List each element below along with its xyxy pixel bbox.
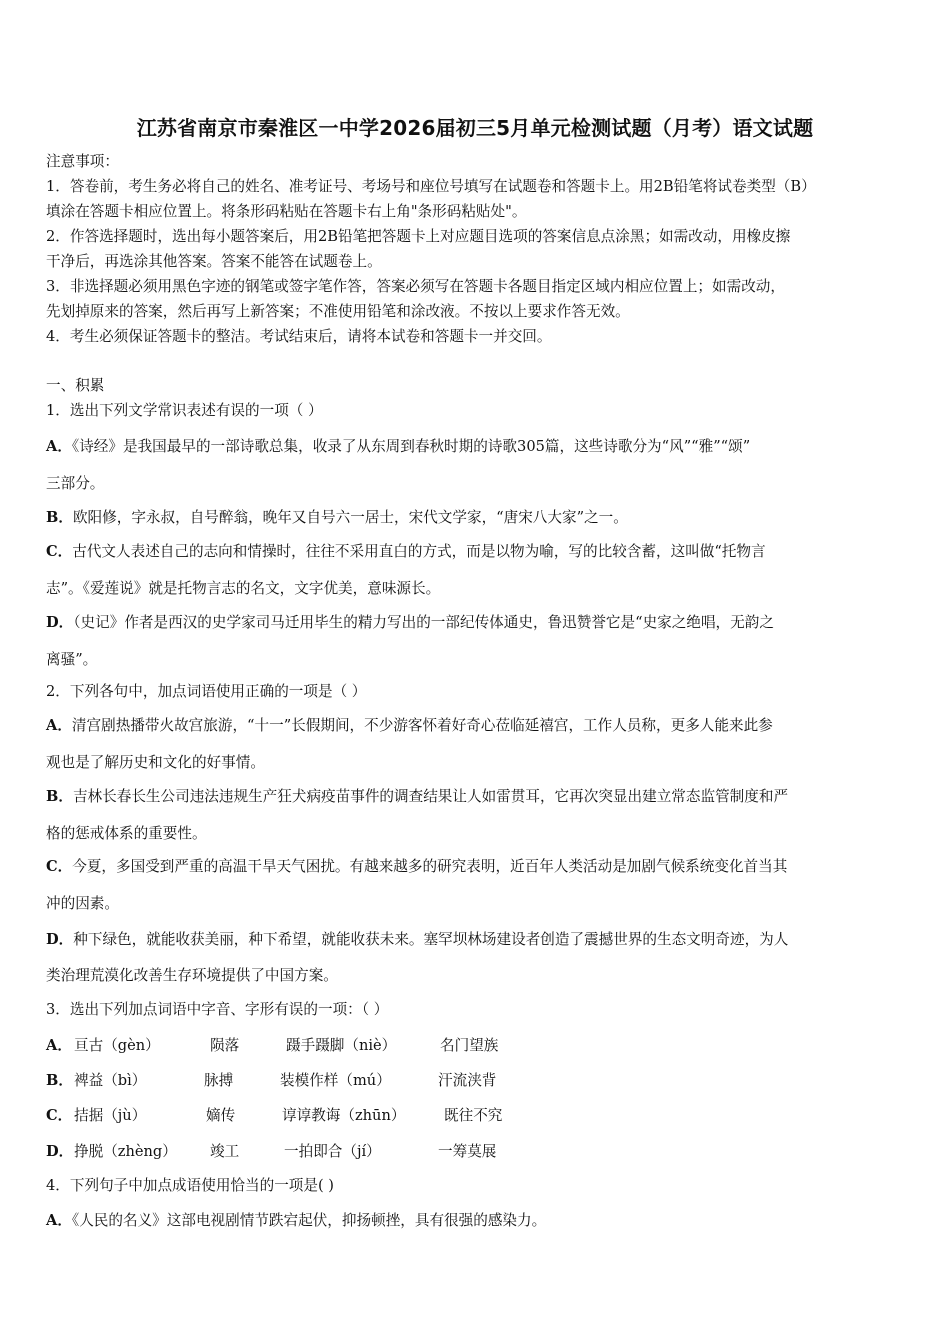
question-2-option-b [46,787,906,807]
word-cell: 挣脱（zhèng） [74,1143,177,1160]
option-continuation: 三部分。 [46,475,105,492]
option-continuation: 离骚”。 [46,651,98,668]
word-cell: 陨落 [210,1037,240,1054]
word-cell: 一筹莫展 [438,1143,497,1160]
option-label: C． [46,1107,73,1124]
option-label: D． [46,931,74,948]
page-title: 江苏省南京市秦淮区一中学2026届初三5月单元检测试题（月考）语文试题 [136,116,814,140]
option-text: （史记》作者是西汉的史学家司马迁用毕生的精力写出的一部纪传体通史，鲁迅赞誉它是“史家之绝唱，无韵之 [73,614,774,631]
notice-line: 先划掉原来的答案，然后再写上新答案；不准使用铅笔和涂改液。不按以上要求作答无效。 [46,303,630,320]
word-cell: 汗流浃背 [438,1072,497,1089]
option-continuation: 志”。《爱莲说》就是托物言志的名文，文字优美，意味源长。 [46,580,441,597]
option-label: D． [46,1143,74,1160]
word-cell: 名门望族 [440,1037,499,1054]
word-cell: 一拍即合（jí） [284,1143,381,1160]
option-label: B． [46,509,73,526]
question-2-option-c [46,857,906,877]
question-1-option-b [46,508,906,528]
option-continuation: 类治理荒漠化改善生存环境提供了中国方案。 [46,967,338,984]
option-text: 古代文人表述自己的志向和情操时，往往不采用直白的方式，而是以物为喻，写的比较含蓄，这叫做“托物言 [72,543,766,560]
question-1-stem: 1．选出下列文学常识表述有误的一项（ ） [46,402,323,419]
word-cell: 拮据（jù） [74,1107,147,1124]
option-text: 欧阳修，字永叔，自号醉翁，晚年又自号六一居士，宋代文学家，“唐宋八大家”之一。 [72,509,628,526]
question-4-option-a [46,1211,906,1231]
question-2-option-d [46,930,906,950]
word-cell: 蹑手蹑脚（niè） [286,1037,397,1054]
option-label: D． [46,614,74,631]
question-2-option-a [46,716,906,736]
word-cell: 谆谆教诲（zhūn） [282,1107,406,1124]
word-cell: 既往不究 [444,1107,503,1124]
option-continuation: 冲的因素。 [46,895,119,912]
question-4-stem: 4．下列句子中加点成语使用恰当的一项是( ) [46,1177,335,1194]
notice-line: 干净后，再选涂其他答案。答案不能答在试题卷上。 [46,253,382,270]
word-cell: 脉搏 [204,1072,234,1089]
option-label: C． [46,858,73,875]
notice-line: 1．答卷前，考生务必将自己的姓名、准考证号、考场号和座位号填写在试题卷和答题卡上。用2B铅笔将试卷类型（B） [46,178,816,195]
option-label: A． [46,717,72,734]
question-1-option-c [46,542,906,562]
section-heading: 一、积累 [46,377,105,394]
option-text: 今夏，多国受到严重的高温干旱天气困扰。有越来越多的研究表明，近百年人类活动是加剧气候系统变化首当其 [72,858,788,875]
word-cell: 裨益（bì） [74,1072,147,1089]
word-cell: 亘古（gèn） [74,1037,160,1054]
question-1-option-d [46,613,906,633]
option-label: B． [46,788,73,805]
word-cell: 竣工 [210,1143,240,1160]
option-text: 《诗经》是我国最早的一部诗歌总集，收录了从东周到春秋时期的诗歌305篇，这些诗歌分为“风”“雅”“颂” [71,438,751,455]
option-label: B． [46,1072,73,1089]
question-3-stem: 3．选出下列加点词语中字音、字形有误的一项：（ ） [46,1001,389,1018]
option-continuation: 观也是了解历史和文化的好事情。 [46,754,265,771]
notice-line: 4．考生必须保证答题卡的整洁。考试结束后，请将本试卷和答题卡一并交回。 [46,328,552,345]
notice-line: 2．作答选择题时，选出每小题答案后，用2B铅笔把答题卡上对应题目选项的答案信息点涂黑；如需改动，用橡皮擦 [46,228,791,245]
option-label: A． [46,1037,72,1054]
notice-line: 3．非选择题必须用黑色字迹的钢笔或签字笔作答，答案必须写在答题卡各题目指定区域内相应位置上；如需改动， [46,278,785,295]
question-1-option-a [46,437,906,457]
notice-line: 填涂在答题卡相应位置上。将条形码粘贴在答题卡右上角"条形码粘贴处"。 [46,203,527,220]
notice-heading: 注意事项： [46,153,119,170]
option-label: A． [46,1212,72,1229]
option-text: 清宫剧热播带火故宫旅游，“十一”长假期间，不少游客怀着好奇心莅临延禧宫，工作人员称，更多人能来此参 [71,717,773,734]
option-continuation: 格的惩戒体系的重要性。 [46,825,207,842]
option-label: C． [46,543,73,560]
question-2-stem: 2．下列各句中，加点词语使用正确的一项是（ ） [46,683,367,700]
option-text: 《人民的名义》这部电视剧情节跌宕起伏，抑扬顿挫，具有很强的感染力。 [71,1212,547,1229]
word-cell: 装模作样（mú） [280,1072,391,1089]
option-text: 吉林长春长生公司违法违规生产狂犬病疫苗事件的调查结果让人如雷贯耳，它再次突显出建立常态监管制度和严 [72,788,789,805]
option-text: 种下绿色，就能收获美丽，种下希望，就能收获未来。塞罕坝林场建设者创造了震撼世界的生态文明奇迹，为人 [73,931,789,948]
option-label: A． [46,438,72,455]
word-cell: 嫡传 [206,1107,236,1124]
